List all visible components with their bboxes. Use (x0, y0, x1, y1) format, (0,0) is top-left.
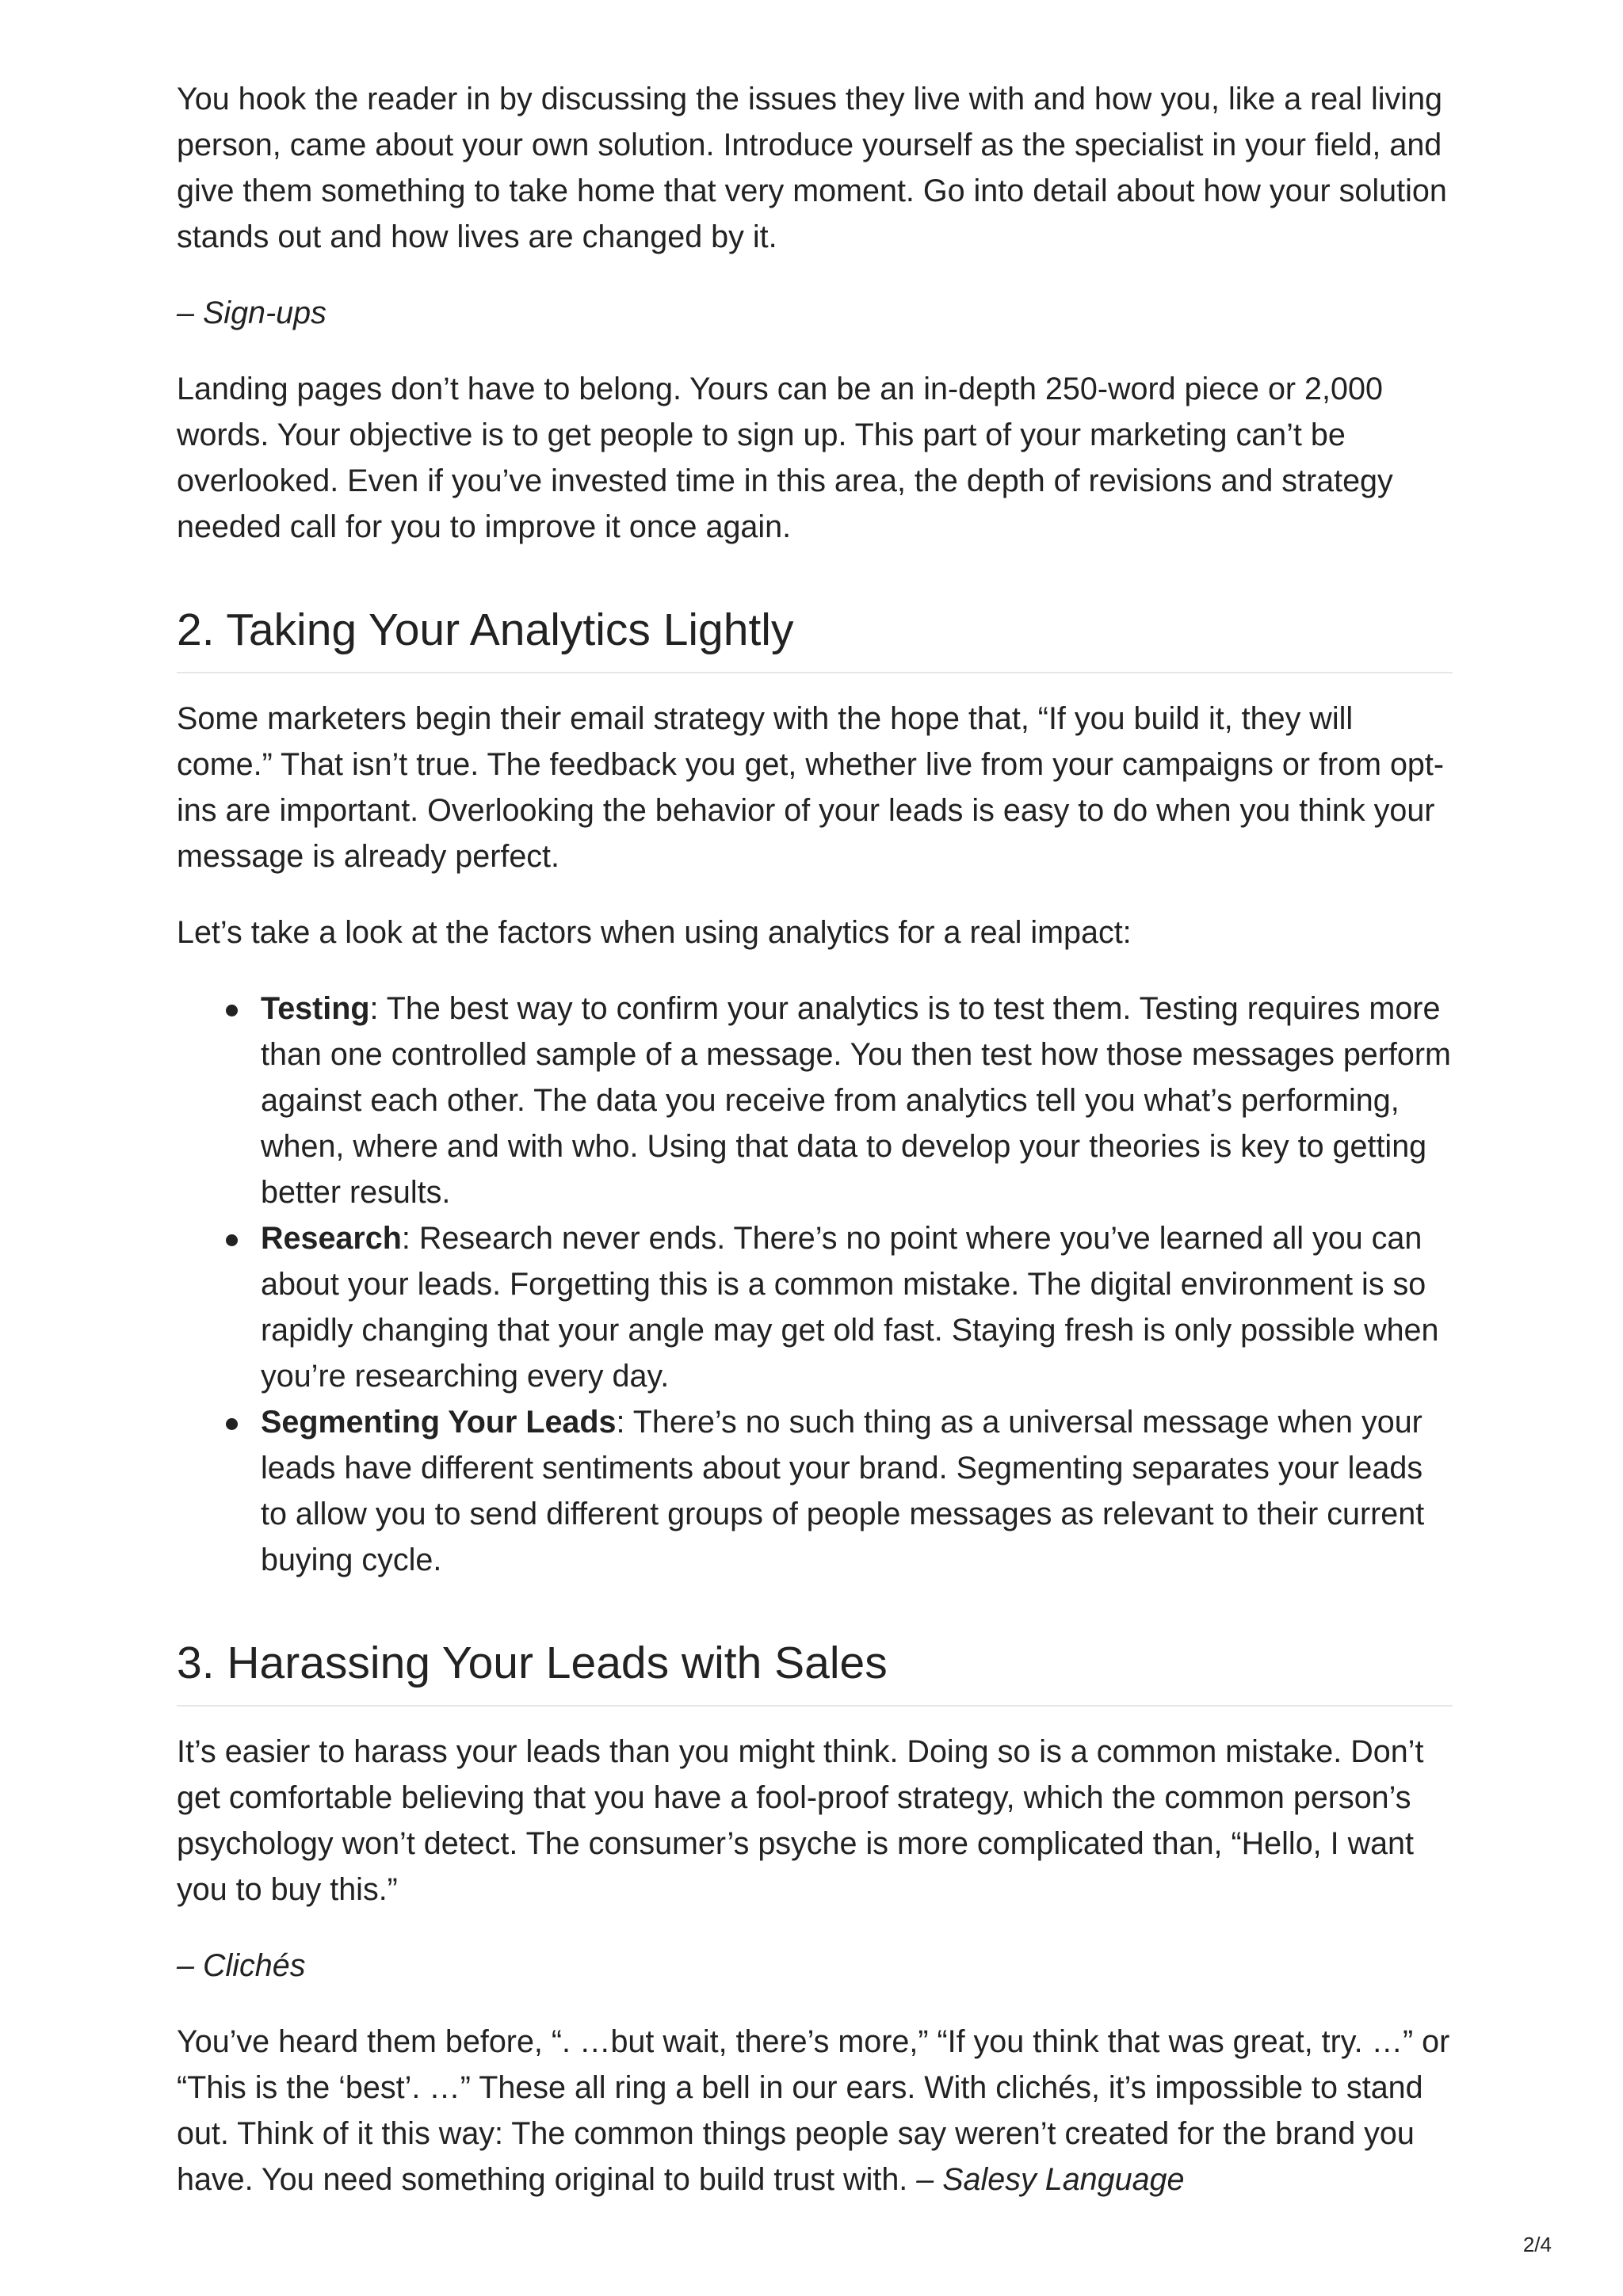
cliches-paragraph-text: You’ve heard them before, “. …but wait, there’s more,” “If you think that was great, try. …” or “This is the ‘best’. …” These all ring a bell in our ears. With clichés, it’s impossible to stand out. Think of it this way: The common things people say weren’t created for the brand you have. You need something original to build trust with. (177, 2024, 1450, 2197)
section2-paragraph-2: Let’s take a look at the factors when using analytics for a real impact: (177, 915, 1132, 950)
salesy-language-subheading: – Salesy Language (916, 2162, 1185, 2197)
bullet-icon (226, 1418, 238, 1430)
list-item-term: Research (261, 1221, 402, 1256)
list-item (261, 1215, 1453, 1399)
list-item-text: : There’s no such thing as a universal message when your leads have different sentiments about your brand. Segmenting separates your leads to allow you to send different groups of people messages as relevant to their current buying cycle. (261, 1405, 1425, 1577)
list-item-term: Testing (261, 991, 370, 1026)
section3-heading: 3. Harassing Your Leads with Sales (177, 1635, 1453, 1707)
list-item-text: : Research never ends. There’s no point where you’ve learned all you can about your leads. Forgetting this is a common mistake. The digital environment is so rapidly changing that your angle may get old fast. Staying fresh is only possible when you’re researching every day. (261, 1221, 1439, 1394)
signups-paragraph: Landing pages don’t have to belong. Yours can be an in-depth 250-word piece or 2,000 words. Your objective is to get people to sign up. This part of your marketing can’t be overlooked. Even if you’ve invested time in this area, the depth of revisions and strategy needed call for you to improve it once again. (177, 372, 1393, 544)
list-item (261, 1399, 1453, 1583)
section2-heading: 2. Taking Your Analytics Lightly (177, 602, 1453, 673)
list-item-text: : The best way to confirm your analytics is to test them. Testing requires more than one controlled sample of a message. You then test how those messages perform against each other. The data you receive from analytics tell you what’s performing, when, where and with who. Using that data to develop your theories is key to getting better results. (261, 991, 1451, 1210)
cliches-subheading: – Clichés (177, 1948, 306, 1983)
intro-paragraph: You hook the reader in by discussing the issues they live with and how you, like a real living person, came about your own solution. Introduce yourself as the specialist in your field, and give them something to take home that very moment. Go into detail about how your solution stands out and how lives are changed by it. (177, 82, 1447, 254)
list-item-term: Segmenting Your Leads (261, 1405, 617, 1440)
bullet-icon (226, 1005, 238, 1016)
analytics-factors-list (177, 986, 1453, 1583)
list-item (261, 986, 1453, 1215)
section3-paragraph-2 (177, 2019, 1453, 2203)
document-page (177, 76, 1453, 2203)
section3-paragraph-1: It’s easier to harass your leads than you might think. Doing so is a common mistake. Don’t get comfortable believing that you have a fool-proof strategy, which the common person’s psychology won’t detect. The consumer’s psyche is more complicated than, “Hello, I want you to buy this.” (177, 1734, 1424, 1907)
page-number: 2/4 (1522, 2233, 1552, 2256)
bullet-icon (226, 1234, 238, 1246)
section2-paragraph-1: Some marketers begin their email strategy with the hope that, “If you build it, they will come.” That isn’t true. The feedback you get, whether live from your campaigns or from opt-ins are important. Overlooking the behavior of your leads is easy to do when you think your message is already perfect. (177, 701, 1445, 874)
signups-subheading: – Sign-ups (177, 296, 327, 330)
